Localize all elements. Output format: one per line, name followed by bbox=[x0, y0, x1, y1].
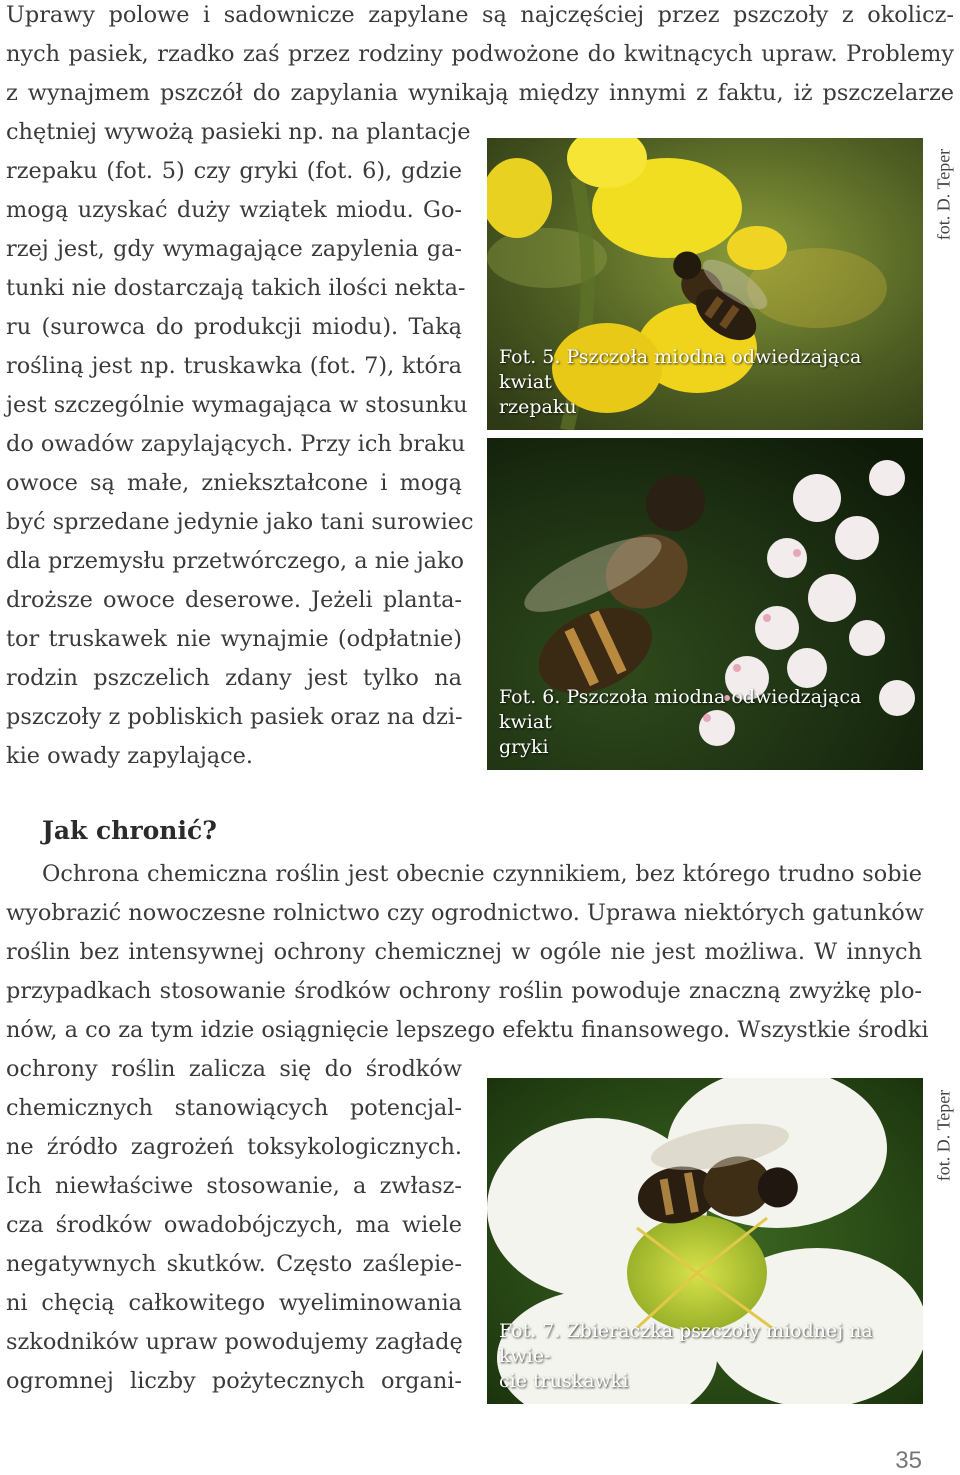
caption-line: Fot. 6. Pszczoła miodna odwiedzająca kwiat bbox=[499, 686, 862, 733]
text-line: ochrony roślin zalicza się do środków bbox=[6, 1056, 462, 1082]
text-line: z wynajmem pszczół do zapylania wynikają między innymi z faktu, iż pszczelarze bbox=[6, 80, 954, 106]
text-line: rośliną jest np. truskawka (fot. 7), która bbox=[6, 353, 462, 379]
caption-line: cie truskawki bbox=[499, 1370, 629, 1392]
text-line: kie owady zapylające. bbox=[6, 743, 254, 769]
text-line: negatywnych skutków. Często zaślepie- bbox=[6, 1251, 462, 1277]
caption-line: Fot. 7. Zbieraczka pszczoły miodnej na kwie- bbox=[499, 1320, 873, 1367]
text-line: rzej jest, gdy wymagające zapylenia ga- bbox=[6, 236, 462, 262]
text-line: Ochrona chemiczna roślin jest obecnie czynnikiem, bez którego trudno sobie bbox=[42, 861, 922, 887]
text-line: jest szczególnie wymagająca w stosunku bbox=[6, 392, 468, 418]
text-line: chemicznych stanowiących potencjal- bbox=[6, 1095, 462, 1121]
text-line: ne źródło zagrożeń toksykologicznych. bbox=[6, 1134, 462, 1160]
caption-line: gryki bbox=[499, 736, 549, 758]
text-line: nów, a co za tym idzie osiągnięcie lepszego efektu finansowego. Wszystkie środki bbox=[6, 1017, 929, 1043]
text-line: chętniej wywożą pasieki np. na plantacje bbox=[6, 119, 471, 145]
text-line: tor truskawek nie wynajmie (odpłatnie) bbox=[6, 626, 462, 652]
text-line: dla przemysłu przetwórczego, a nie jako bbox=[6, 548, 465, 574]
text-line: mogą uzyskać duży wziątek miodu. Go- bbox=[6, 197, 462, 223]
text-line: do owadów zapylających. Przy ich braku bbox=[6, 431, 466, 457]
section-heading: Jak chronić? bbox=[42, 816, 217, 845]
text-line: ogromnej liczby pożytecznych organi- bbox=[6, 1368, 462, 1394]
text-line: Ich niewłaściwe stosowanie, a zwłasz- bbox=[6, 1173, 462, 1199]
photo-strawberry-bee bbox=[487, 1078, 923, 1404]
text-line: cza środków owadobójczych, ma wiele bbox=[6, 1212, 462, 1238]
text-line: wyobrazić nowoczesne rolnictwo czy ogrodnictwo. Uprawa niektórych gatunków bbox=[6, 900, 924, 926]
photo6-caption bbox=[499, 685, 911, 760]
text-line: ni chęcią całkowitego wyeliminowania bbox=[6, 1290, 462, 1316]
text-line: przypadkach stosowanie środków ochrony roślin powoduje znaczną zwyżkę plo- bbox=[6, 978, 922, 1004]
text-line: rzepaku (fot. 5) czy gryki (fot. 6), gdzie bbox=[6, 158, 462, 184]
text-line: Uprawy polowe i sadownicze zapylane są najczęściej przez pszczoły z okolicz- bbox=[6, 2, 954, 28]
text-line: pszczoły z pobliskich pasiek oraz na dzi- bbox=[6, 704, 463, 730]
page-number: 35 bbox=[895, 1447, 922, 1474]
photo-credit: fot. D. Teper bbox=[933, 148, 954, 241]
text-line: ru (surowca do produkcji miodu). Taką bbox=[6, 314, 462, 340]
text-line: być sprzedane jedynie jako tani surowiec bbox=[6, 509, 474, 535]
text-line: droższe owoce deserowe. Jeżeli planta- bbox=[6, 587, 462, 613]
text-line: tunki nie dostarczają takich ilości nekta- bbox=[6, 275, 466, 301]
photo-credit: fot. D. Teper bbox=[933, 1089, 954, 1182]
caption-line: Fot. 5. Pszczoła miodna odwiedzająca kwiat bbox=[499, 346, 862, 393]
photo5-caption bbox=[499, 345, 911, 420]
photo7-caption bbox=[499, 1319, 911, 1394]
text-line: nych pasiek, rzadko zaś przez rodziny podwożone do kwitnących upraw. Problemy bbox=[6, 41, 954, 67]
photo-rapeseed-bee bbox=[487, 138, 923, 430]
photo-buckwheat-bee bbox=[487, 438, 923, 770]
text-line: owoce są małe, zniekształcone i mogą bbox=[6, 470, 462, 496]
text-line: szkodników upraw powodujemy zagładę bbox=[6, 1329, 463, 1355]
text-line: rodzin pszczelich zdany jest tylko na bbox=[6, 665, 462, 691]
text-line: roślin bez intensywnej ochrony chemicznej w ogóle nie jest możliwa. W innych bbox=[6, 939, 922, 965]
caption-line: rzepaku bbox=[499, 396, 577, 418]
